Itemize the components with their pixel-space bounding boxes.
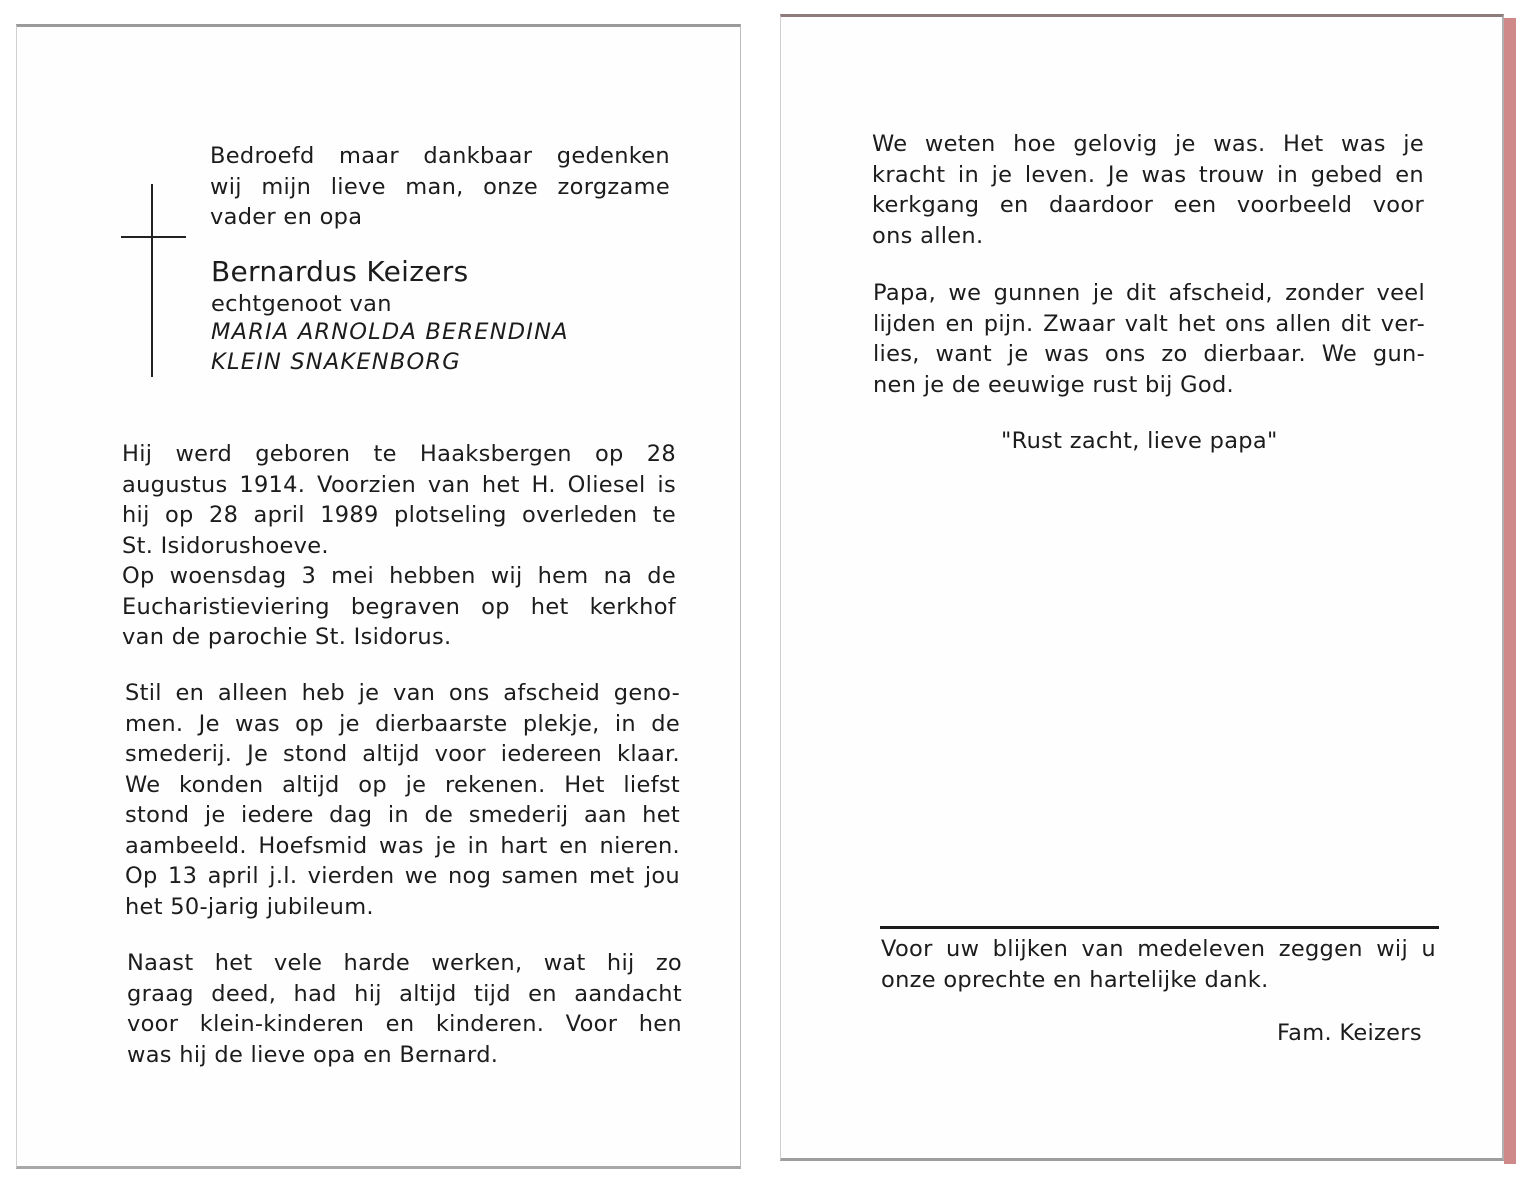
cross-icon-bar: [121, 236, 186, 238]
text-line: lijden en pijn. Zwaar valt het ons allen dit ver-: [873, 310, 1425, 337]
text-line: Eucharistieviering begraven op het kerkhof: [122, 593, 676, 620]
text-line: Hij werd geboren te Haaksbergen op 28: [122, 441, 676, 467]
intro-line: vader en opa: [210, 204, 363, 230]
intro-line: wij mijn lieve man, onze zorgzame: [210, 173, 670, 200]
intro-text: [210, 141, 670, 233]
text-line: smederij. Je stond altijd voor iedereen klaar.: [125, 741, 680, 767]
text-line: Stil en alleen heb je van ons afscheid geno-: [125, 680, 680, 706]
text-line: graag deed, had hij altijd tijd en aandacht: [127, 980, 682, 1007]
divider-line: [880, 926, 1439, 929]
intro-line: Bedroefd maar dankbaar gedenken: [210, 143, 670, 169]
text-line: kerkgang en daardoor een voorbeeld voor: [872, 192, 1424, 218]
text-line: aambeeld. Hoefsmid was je in hart en nieren.: [125, 832, 680, 859]
spouse-name-line-2: KLEIN SNAKENBORG: [211, 349, 461, 375]
remembrance-paragraph: [125, 678, 680, 922]
text-line: augustus 1914. Voorzien van het H. Oliesel is: [122, 471, 676, 498]
family-paragraph: [127, 948, 682, 1070]
spouse-name-line-1: MARIA ARNOLDA BERENDINA: [211, 319, 569, 345]
text-line: was hij de lieve opa en Bernard.: [127, 1041, 499, 1068]
text-line: Voor uw blijken van medeleven zeggen wij u: [881, 936, 1436, 962]
text-line: We konden altijd op je rekenen. Het liefst: [125, 771, 680, 798]
text-line: stond je iedere dag in de smederij aan het: [125, 802, 680, 828]
text-line: ons allen.: [872, 222, 984, 249]
text-line: hij op 28 april 1989 plotseling overleden te: [122, 502, 676, 528]
spouse-label: echtgenoot van: [211, 291, 392, 317]
text-line: het 50-jarig jubileum.: [125, 893, 374, 920]
cross-icon: [151, 184, 153, 377]
text-line: Op woensdag 3 mei hebben wij hem na de: [122, 563, 676, 589]
thanks-text: [881, 934, 1436, 995]
closing-quote: "Rust zacht, lieve papa": [1001, 428, 1278, 454]
text-line: We weten hoe gelovig je was. Het was je: [872, 131, 1424, 157]
deceased-name: Bernardus Keizers: [211, 255, 469, 288]
faith-paragraph: [872, 129, 1424, 251]
text-line: van de parochie St. Isidorus.: [122, 624, 452, 650]
text-line: lies, want je was ons zo dierbaar. We gun-: [873, 341, 1425, 367]
text-line: kracht in je leven. Je was trouw in gebed en: [872, 161, 1424, 188]
text-line: Naast het vele harde werken, wat hij zo: [127, 950, 682, 976]
text-line: St. Isidorushoeve.: [122, 532, 329, 559]
biography-paragraph: [122, 439, 676, 653]
farewell-paragraph: [873, 278, 1425, 400]
text-line: onze oprechte en hartelijke dank.: [881, 966, 1269, 993]
text-line: men. Je was op je dierbaarste plekje, in de: [125, 710, 680, 737]
card-edge-red: [1504, 18, 1516, 1164]
text-line: Op 13 april j.l. vierden we nog samen met jou: [125, 863, 680, 889]
text-line: Papa, we gunnen je dit afscheid, zonder veel: [873, 280, 1425, 306]
family-signature: Fam. Keizers: [1277, 1020, 1422, 1046]
text-line: voor klein-kinderen en kinderen. Voor hen: [127, 1011, 682, 1037]
text-line: nen je de eeuwige rust bij God.: [873, 371, 1234, 398]
